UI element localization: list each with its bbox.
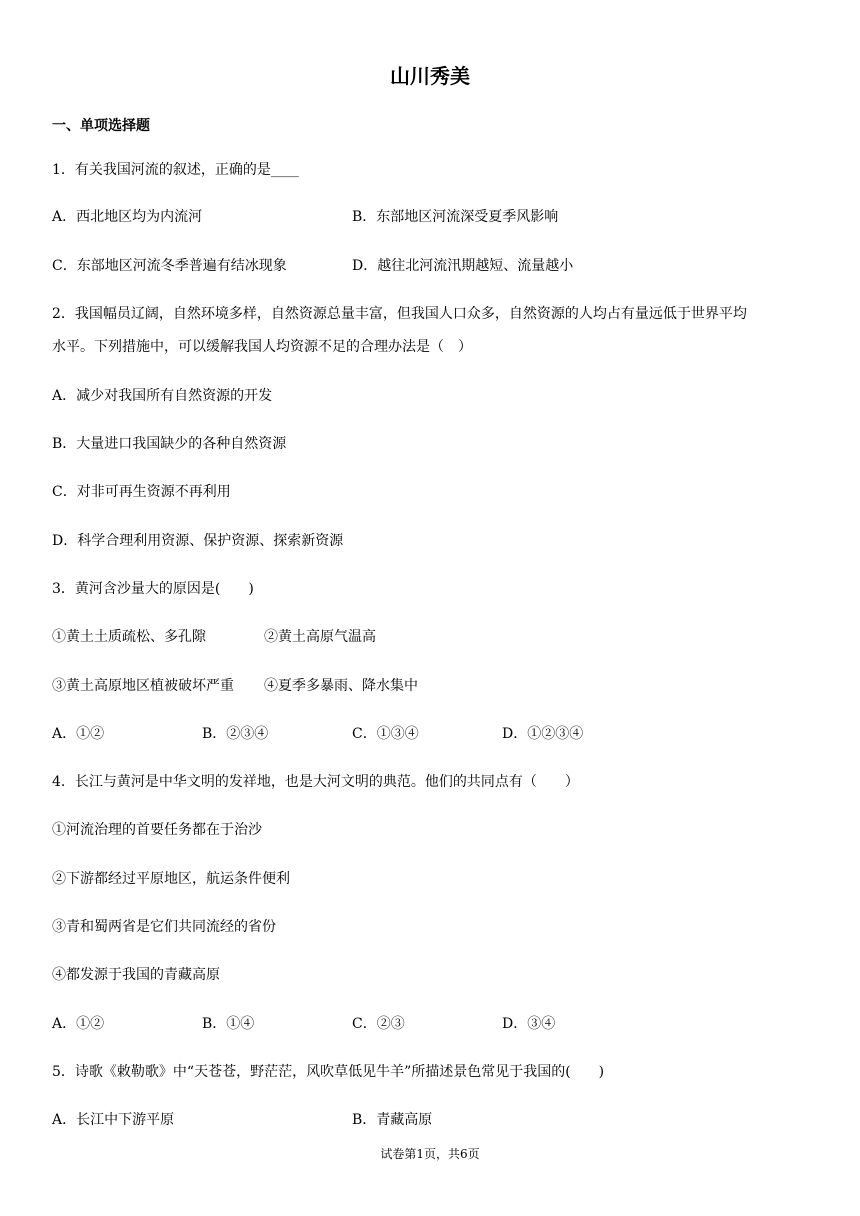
q2-option-d: D．科学合理利用资源、保护资源、探索新资源 [52, 533, 344, 549]
q1-option-d: D．越往北河流汛期越短、流量越小 [352, 258, 574, 274]
q4-option-a: A．①② [52, 1016, 105, 1032]
q3-option-a: A．①② [52, 726, 105, 742]
q1-option-b: B．东部地区河流深受夏季风影响 [352, 209, 559, 225]
q3-option-d: D．①②③④ [502, 726, 584, 742]
page-title: 山川秀美 [390, 64, 470, 88]
q1-option-c: C．东部地区河流冬季普遍有结冰现象 [52, 258, 287, 274]
q1-stem: 1．有关我国河流的叙述，正确的是____ [52, 162, 299, 178]
q1-option-a: A．西北地区均为内流河 [52, 209, 203, 225]
q3-option-b: B．②③④ [202, 726, 269, 742]
q4-option-d: D．③④ [502, 1016, 556, 1032]
q5-stem: 5．诗歌《敕勒歌》中“天苍苍，野茫茫，风吹草低见牛羊”所描述景色常见于我国的( ) [52, 1064, 605, 1080]
q2-option-a: A．减少对我国所有自然资源的开发 [52, 388, 273, 404]
q4-statement-4: ④都发源于我国的青藏高原 [52, 967, 220, 983]
q4-statement-1: ①河流治理的首要任务都在于治沙 [52, 822, 262, 838]
q4-stem: 4．长江与黄河是中华文明的发祥地，也是大河文明的典范。他们的共同点有（ ） [52, 774, 579, 790]
q2-option-b: B．大量进口我国缺少的各种自然资源 [52, 436, 287, 452]
page-footer: 试卷第1页，共6页 [380, 1147, 480, 1161]
q2-stem-line1: 2．我国幅员辽阔，自然环境多样，自然资源总量丰富，但我国人口众多，自然资源的人均占有量远低于世界平均 [52, 306, 747, 322]
q2-stem-line2: 水平。下列措施中，可以缓解我国人均资源不足的合理办法是（ ） [52, 339, 472, 355]
q4-option-b: B．①④ [202, 1016, 255, 1032]
q4-statement-2: ②下游都经过平原地区，航运条件便利 [52, 871, 290, 887]
q2-option-c: C．对非可再生资源不再利用 [52, 484, 231, 500]
q3-option-c: C．①③④ [352, 726, 419, 742]
q3-stem: 3．黄河含沙量大的原因是( ) [52, 581, 254, 597]
q4-option-c: C．②③ [352, 1016, 405, 1032]
q5-option-b: B．青藏高原 [352, 1112, 433, 1128]
q3-statement-4: ④夏季多暴雨、降水集中 [264, 678, 418, 694]
q3-statement-2: ②黄土高原气温高 [264, 629, 376, 645]
q5-option-a: A．长江中下游平原 [52, 1112, 175, 1128]
q4-statement-3: ③青和蜀两省是它们共同流经的省份 [52, 919, 276, 935]
section-heading: 一、单项选择题 [52, 118, 150, 134]
q3-statement-1: ①黄土土质疏松、多孔隙 [52, 629, 206, 645]
q3-statement-3: ③黄土高原地区植被破坏严重 [52, 678, 234, 694]
